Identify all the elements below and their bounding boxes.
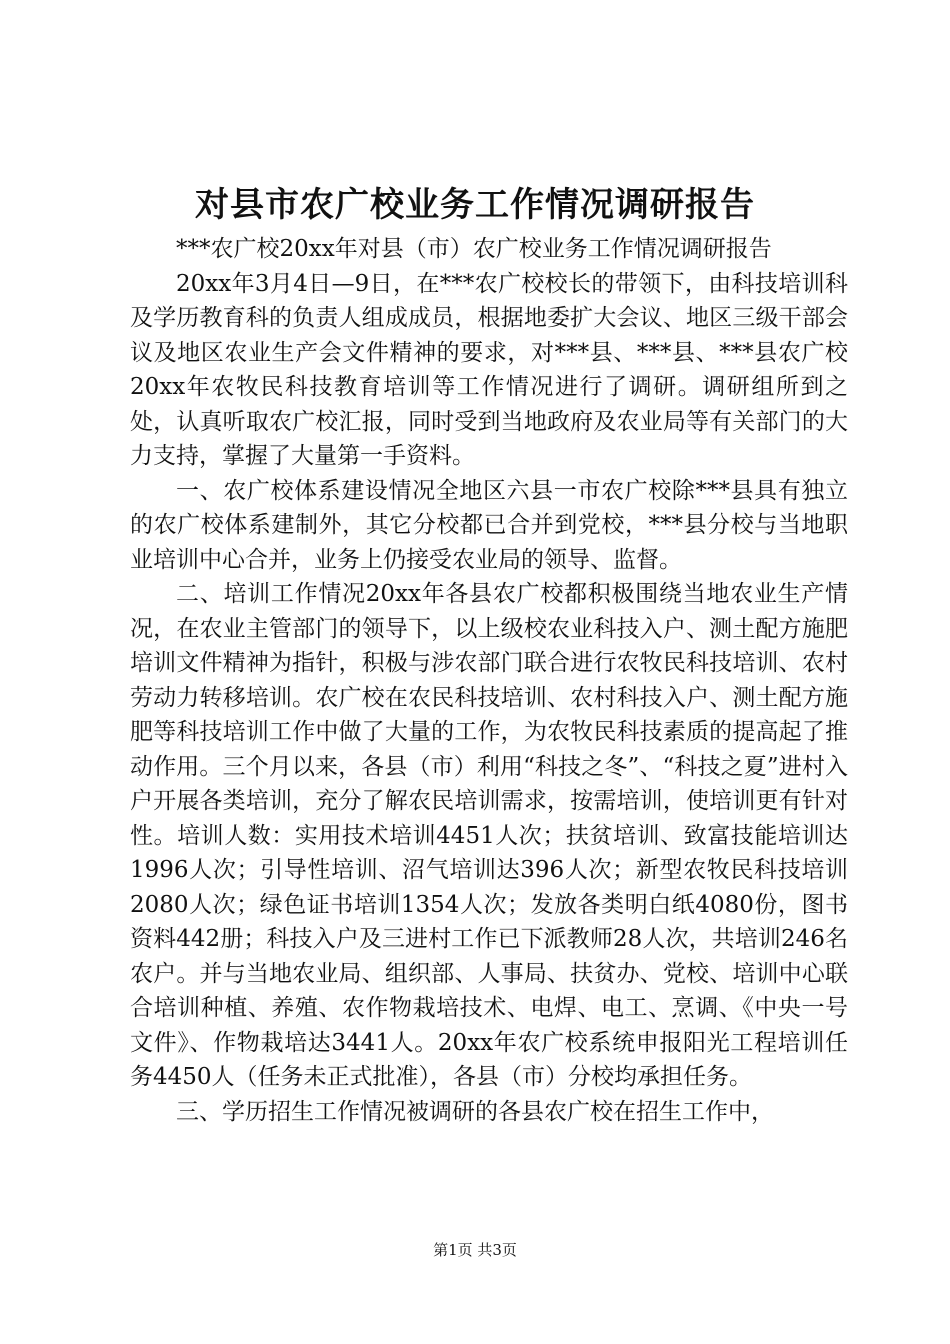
paragraph-subtitle: ***农广校20xx年对县（市）农广校业务工作情况调研报告 <box>176 236 772 262</box>
paragraph-section-1: 一、农广校体系建设情况全地区六县一市农广校除***县具有独立的农广校体系建制外，其它分校都已合并到党校，***县分校与当地职业培训中心合并，业务上仍接受农业局的领导、监督。 <box>130 477 848 573</box>
paragraph-section-2: 二、培训工作情况20xx年各县农广校都积极围绕当地农业生产情况，在农业主管部门的领导下，以上级校农业科技入户、测土配方施肥培训文件精神为指针，积极与涉农部门联合进行农牧民科技培训、农村劳动力转移培训。农广校在农民科技培训、农村科技入户、测土配方施肥等科技培训工作中做了大量的工作，为农牧民科技素质的提高起了推动作用。三个月以来，各县（市）利用“科技之冬”、“科技之夏”进村入户开展各类培训，充分了解农民培训需求，按需培训，使培训更有针对性。培训人数：实用技术培训4451人次；扶贫培训、致富技能培训达1996人次；引导性培训、沼气培训达396人次；新型农牧民科技培训2080人次；绿色证书培训1354人次；发放各类明白纸4080份，图书资料442册；科技入户及三进村工作已下派教师28人次，共培训246名农户。并与当地农业局、组织部、人事局、扶贫办、党校、培训中心联合培训种植、养殖、农作物栽培技术、电焊、电工、烹调、《中央一号文件》、作物栽培达3441人。20xx年农广校系统申报阳光工程培训任务4450人（任务未正式批准），各县（市）分校均承担任务。 <box>130 581 848 1090</box>
document-title: 对县市农广校业务工作情况调研报告 <box>195 185 755 225</box>
paragraph-intro: 20xx年3月4日—9日，在***农广校校长的带领下，由科技培训科及学历教育科的负责人组成成员，根据地委扩大会议、地区三级干部会议及地区农业生产会文件精神的要求，对***县、***县、***县农广校20xx年农牧民科技教育培训等工作情况进行了调研。调研组所到之处，认真听取农广校汇报，同时受到当地政府及农业局等有关部门的大力支持，掌握了大量第一手资料。 <box>130 270 848 469</box>
paragraph-section-3: 三、学历招生工作情况被调研的各县农广校在招生工作中， <box>176 1098 774 1125</box>
page-footer: 第1页 共3页 <box>433 1241 517 1259</box>
document-body <box>130 232 848 1129</box>
